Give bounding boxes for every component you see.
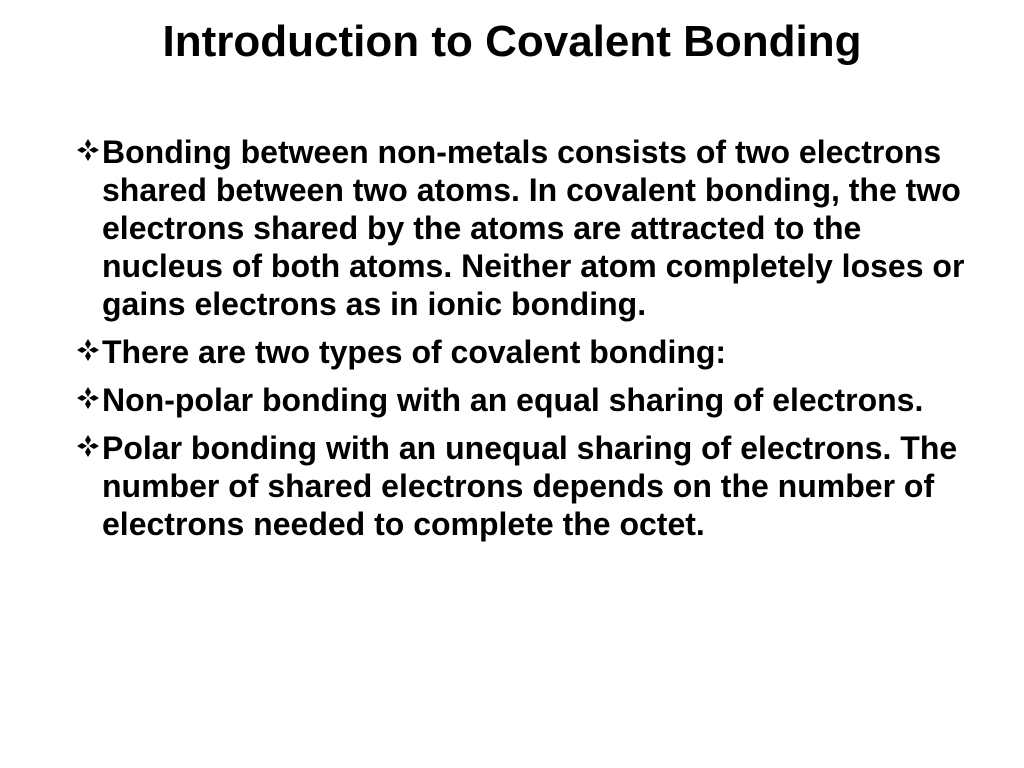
bullet-text: Polar bonding with an unequal sharing of electrons. The number of shared electrons depends on the number of electrons needed to complete the octet. xyxy=(102,430,958,542)
bullet-item xyxy=(66,381,971,419)
diamond-bullet-icon xyxy=(76,138,104,166)
bullet-text: There are two types of covalent bonding: xyxy=(102,334,727,370)
bullet-item xyxy=(66,133,971,323)
diamond-bullet-icon xyxy=(76,386,104,414)
diamond-bullet-icon xyxy=(76,338,104,366)
slide-title: Introduction to Covalent Bonding xyxy=(162,17,862,66)
bullet-item xyxy=(66,333,971,371)
bullet-item xyxy=(66,429,971,543)
bullet-text: Non-polar bonding with an equal sharing of electrons. xyxy=(102,382,924,418)
bullet-list xyxy=(66,133,971,553)
bullet-text: Bonding between non-metals consists of two electrons shared between two atoms. In covalent bonding, the two electrons shared by the atoms are attracted to the nucleus of both atoms. Neither atom completely loses or gains electrons as in ionic bonding. xyxy=(102,134,965,322)
diamond-bullet-icon xyxy=(76,434,104,462)
